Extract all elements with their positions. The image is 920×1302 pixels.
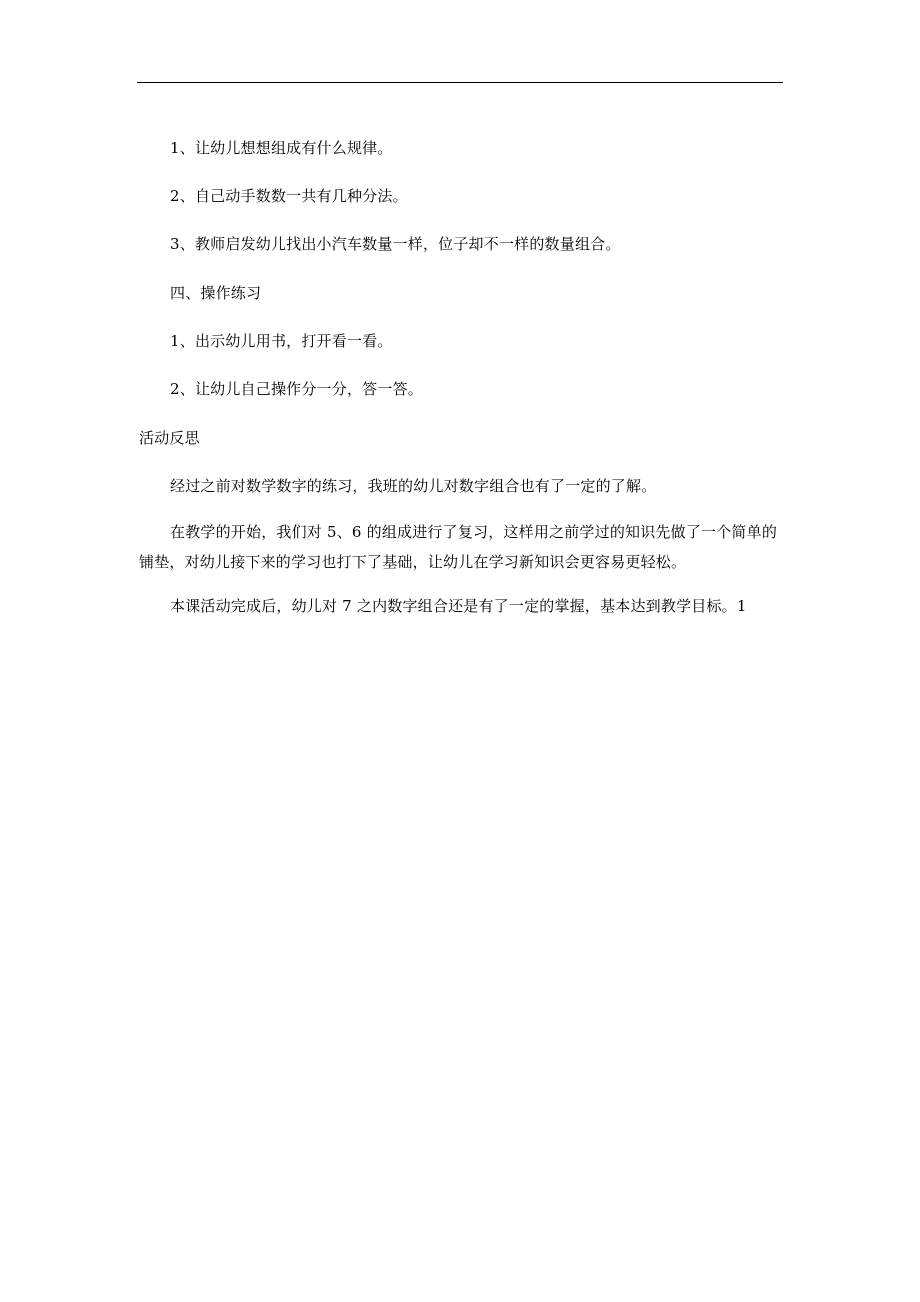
reflection-paragraph-1: 经过之前对数学数字的练习，我班的幼儿对数字组合也有了一定的了解。 bbox=[170, 477, 657, 495]
plan-item-2: 2、自己动手数数一共有几种分法。 bbox=[170, 187, 408, 205]
reflection-heading: 活动反思 bbox=[139, 429, 200, 447]
practice-item-1: 1、出示幼儿用书，打开看一看。 bbox=[170, 332, 393, 350]
section-title: 四、操作练习 bbox=[170, 284, 262, 302]
reflection-paragraph-3: 本课活动完成后，幼儿对 7 之内数字组合还是有了一定的掌握，基本达到教学目标。1 bbox=[170, 597, 747, 615]
practice-item-2: 2、让幼儿自己操作分一分，答一答。 bbox=[170, 380, 423, 398]
plan-item-3: 3、教师启发幼儿找出小汽车数量一样，位子却不一样的数量组合。 bbox=[170, 235, 621, 253]
reflection-paragraph-2: 在教学的开始，我们对 5、6 的组成进行了复习，这样用之前学过的知识先做了一个简单的铺垫，对幼儿接下来的学习也打下了基础，让幼儿在学习新知识会更容易更轻松。 bbox=[139, 523, 778, 571]
header-rule bbox=[137, 82, 783, 83]
plan-item-1: 1、让幼儿想想组成有什么规律。 bbox=[170, 139, 393, 157]
